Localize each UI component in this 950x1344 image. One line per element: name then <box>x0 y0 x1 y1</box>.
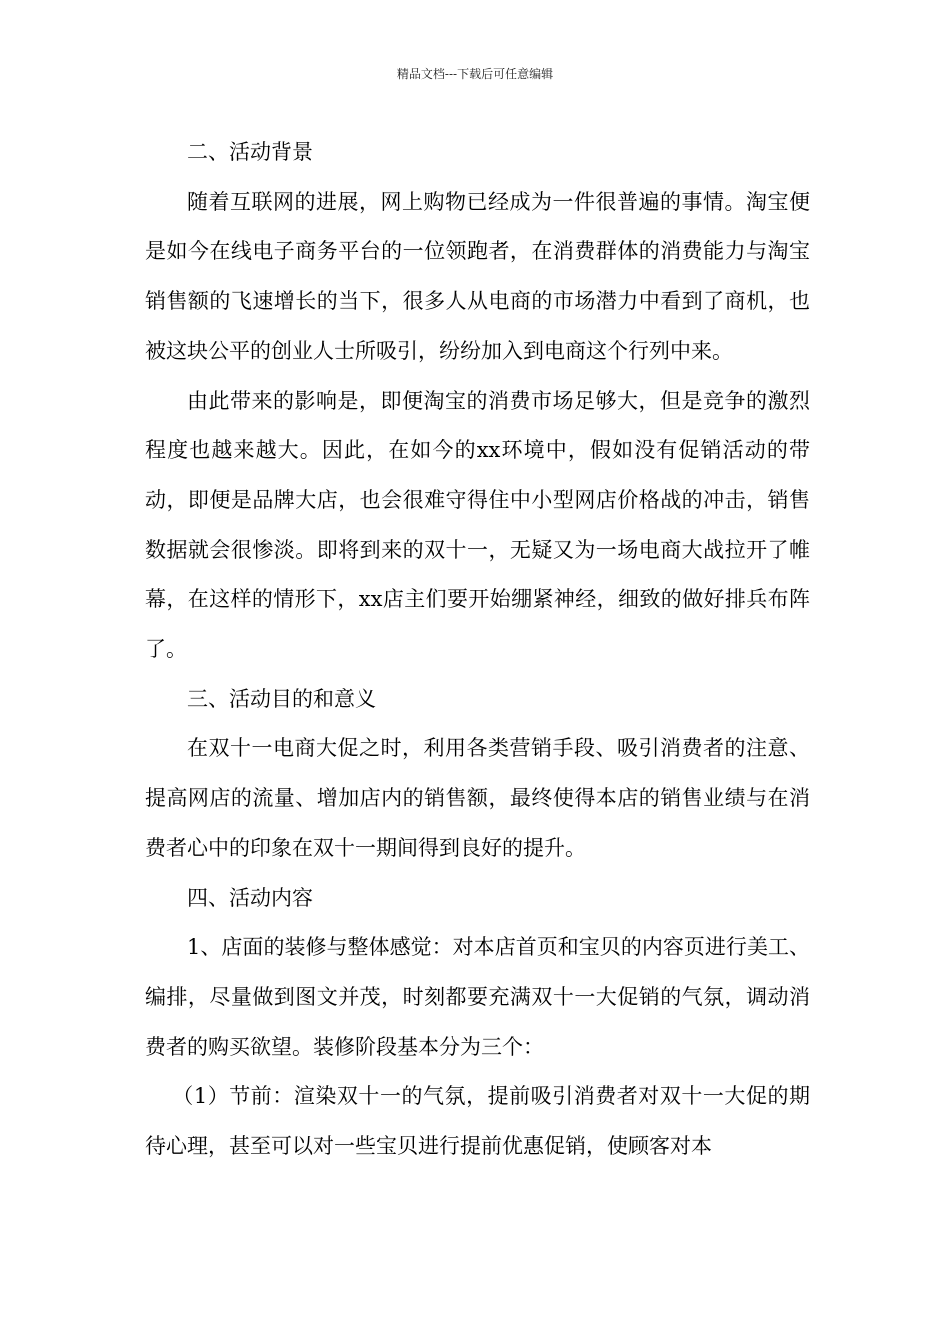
paragraph-content-1: 1、店面的装修与整体感觉：对本店首页和宝贝的内容页进行美工、编排，尽量做到图文并茂，时刻都要充满双十一大促销的气氛，调动消费者的购买欲望。装修阶段基本分为三个： <box>145 935 810 1059</box>
paragraph-background-2: 由此带来的影响是，即便淘宝的消费市场足够大，但是竞争的激烈程度也越来越大。因此，在如今的xx环境中，假如没有促销活动的带动，即便是品牌大店，也会很难守得住中小型网店价格战的冲击，销售数据就会很惨淡。即将到来的双十一，无疑又为一场电商大战拉开了帷幕，在这样的情形下，xx店主们要开始绷紧神经，细致的做好排兵布阵了。 <box>145 388 810 662</box>
paragraph-background-1: 随着互联网的进展，网上购物已经成为一件很普遍的事情。淘宝便是如今在线电子商务平台的一位领跑者，在消费群体的消费能力与淘宝销售额的飞速增长的当下，很多人从电商的市场潜力中看到了商机，也被这块公平的创业人士所吸引，纷纷加入到电商这个行列中来。 <box>145 189 810 363</box>
section-heading-background: 二、活动背景 <box>187 140 313 164</box>
paragraph-purpose-1: 在双十一电商大促之时，利用各类营销手段、吸引消费者的注意、提高网店的流量、增加店内的销售额，最终使得本店的销售业绩与在消费者心中的印象在双十一期间得到良好的提升。 <box>145 736 810 860</box>
section-heading-purpose: 三、活动目的和意义 <box>187 686 376 711</box>
section-heading-content: 四、活动内容 <box>187 885 313 910</box>
paragraph-content-2: （1）节前：渲染双十一的气氛，提前吸引消费者对双十一大促的期待心理，甚至可以对一些宝贝进行提前优惠促销，使顾客对本 <box>145 1084 810 1159</box>
document-body <box>145 128 810 1172</box>
page-header: 精品文档---下载后可任意编辑 <box>396 67 554 81</box>
